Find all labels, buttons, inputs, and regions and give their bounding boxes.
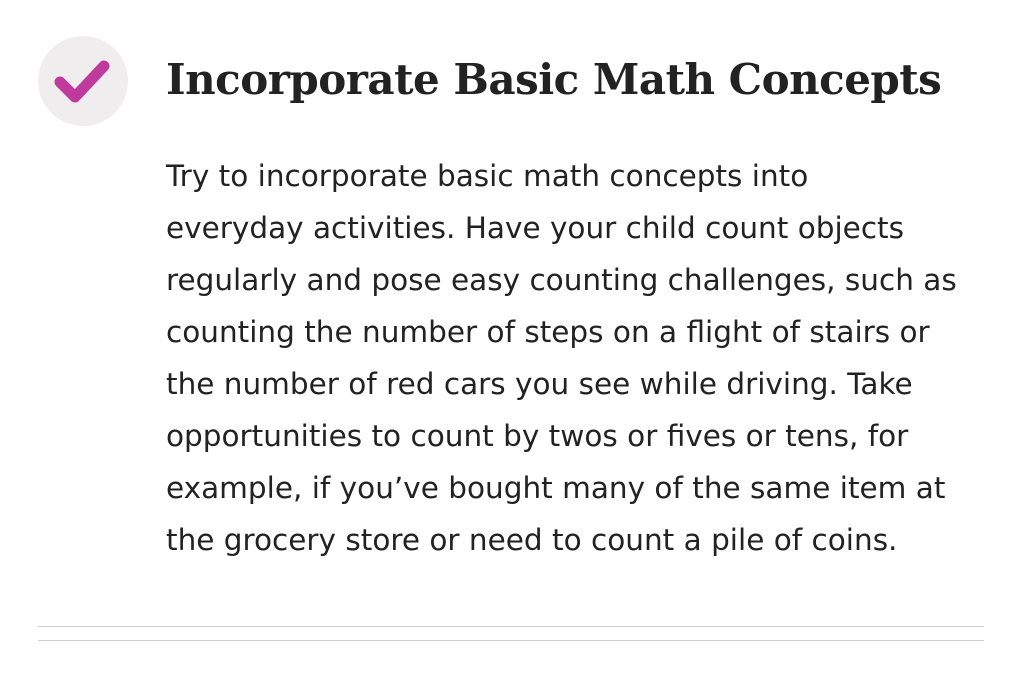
divider	[38, 640, 984, 641]
checkmark-icon	[38, 36, 128, 126]
tip-body-line: the number of red cars you see while driving. Take	[166, 367, 913, 401]
tip-title: Incorporate Basic Math Concepts	[166, 55, 942, 104]
divider	[38, 626, 984, 627]
tip-body-line: everyday activities. Have your child count objects	[166, 211, 904, 245]
tip-body-line: regularly and pose easy counting challenges, such as	[166, 263, 957, 297]
tip-body-line: counting the number of steps on a flight of stairs or	[166, 315, 930, 349]
tip-body-line: Try to incorporate basic math concepts into	[166, 159, 809, 193]
tip-body-line: example, if you’ve bought many of the same item at	[166, 471, 946, 505]
tip-body-line: the grocery store or need to count a pile of coins.	[166, 523, 898, 557]
check-badge	[38, 36, 128, 126]
tip-body-line: opportunities to count by twos or fives or tens, for	[166, 419, 909, 453]
tip-body	[166, 150, 1006, 566]
